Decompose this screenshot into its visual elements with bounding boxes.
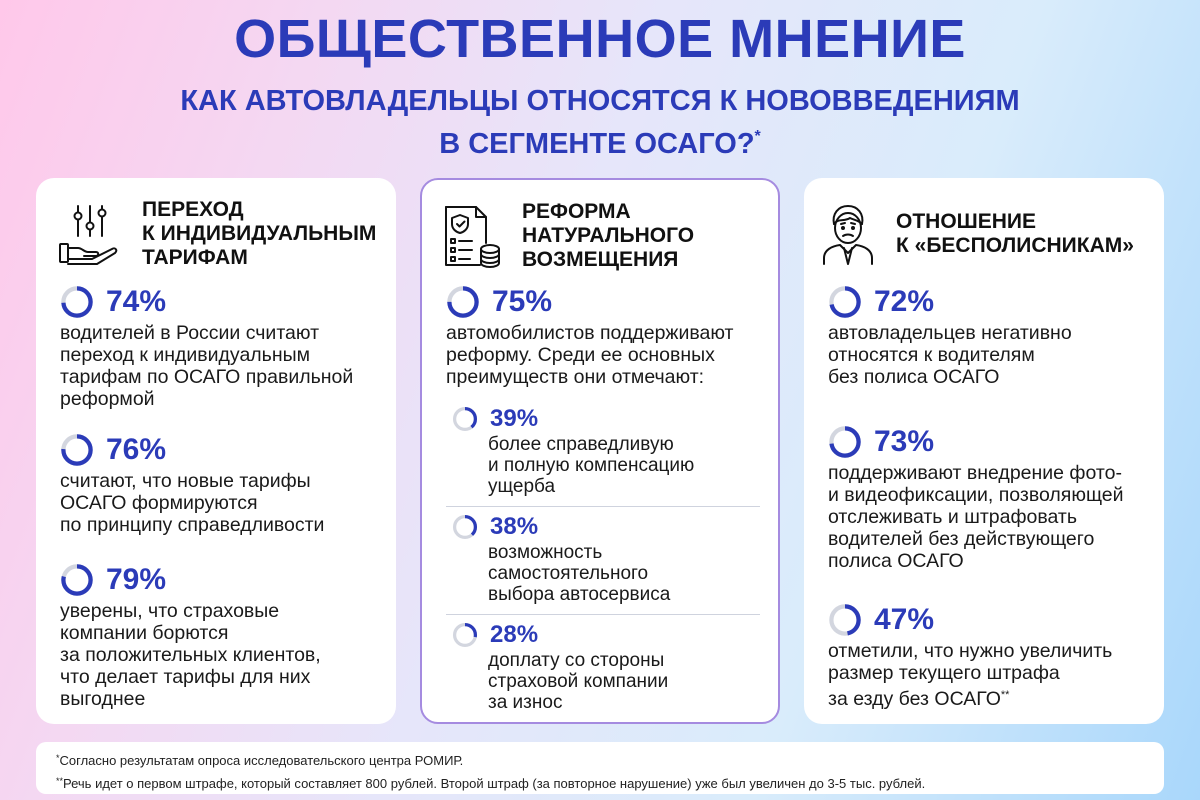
stat-block	[60, 284, 390, 410]
stat-block	[828, 602, 1158, 710]
divider	[446, 506, 760, 507]
card-heading-line: ОТНОШЕНИЕ	[896, 210, 1037, 233]
stat-percent: 75%	[492, 285, 553, 318]
footnotes	[36, 742, 1164, 794]
substat-block	[452, 404, 752, 497]
stat-block	[828, 284, 1158, 388]
stat-percent: 79%	[106, 563, 167, 596]
card-heading-line: К «БЕСПОЛИСНИКАМ»	[896, 234, 1134, 257]
stat-block	[60, 432, 390, 536]
stat-percent: 73%	[874, 425, 935, 458]
stat-block	[828, 424, 1158, 572]
stat-description: отметили, что нужно увеличить размер текущего штрафа за езду без ОСАГО**	[828, 640, 1113, 710]
subtitle-footnote-mark: *	[754, 128, 761, 145]
progress-ring	[452, 514, 478, 540]
progress-ring	[452, 622, 478, 648]
card-heading-line: ТАРИФАМ	[142, 246, 248, 269]
card-individual-tariffs	[36, 178, 396, 724]
worried-person-icon	[822, 202, 874, 266]
card-header	[56, 196, 376, 272]
substat-block	[452, 620, 752, 713]
stat-percent: 47%	[874, 603, 935, 636]
stat-description: поддерживают внедрение фото- и видеофиксации, позволяющей отслеживать и штрафовать водителей без действующего полиса ОСАГО	[828, 462, 1124, 572]
stat-percent: 74%	[106, 285, 167, 318]
progress-ring	[828, 603, 862, 637]
card-header	[440, 198, 694, 274]
stat-description: уверены, что страховые компании борются за положительных клиентов, что делает тарифы для них выгоднее	[60, 600, 321, 710]
card-uninsured-drivers	[804, 178, 1164, 724]
page-subtitle	[0, 84, 1200, 162]
stat-percent: 76%	[106, 433, 167, 466]
substat-description: возможность самостоятельного выбора автосервиса	[488, 542, 671, 605]
card-header	[822, 196, 1134, 272]
progress-ring	[60, 285, 94, 319]
progress-ring	[828, 285, 862, 319]
substat-percent: 39%	[490, 405, 539, 432]
progress-ring	[60, 433, 94, 467]
substat-description: доплату со стороны страховой компании за износ	[488, 650, 669, 713]
substat-description: более справедливую и полную компенсацию ущерба	[488, 434, 695, 497]
stat-block	[60, 562, 390, 710]
stat-description: автовладельцев негативно относятся к водителям без полиса ОСАГО	[828, 322, 1072, 388]
subtitle-line-2: В СЕГМЕНТЕ ОСАГО?*	[439, 128, 761, 160]
card-heading-line: ПЕРЕХОД	[142, 198, 244, 221]
footnote-mark: **	[1000, 689, 1010, 701]
card-heading-line: ВОЗМЕЩЕНИЯ	[522, 248, 679, 271]
progress-ring	[446, 285, 480, 319]
footnote-1: *Согласно результатам опроса исследовательского центра РОМИР.	[56, 753, 464, 768]
progress-ring	[452, 406, 478, 432]
document-coins-icon	[440, 203, 504, 269]
divider	[446, 614, 760, 615]
card-natural-compensation	[420, 178, 780, 724]
footnote-2: **Речь идет о первом штрафе, который составляет 800 рублей. Второй штраф (за повторное нарушение) уже был увеличен до 3-5 тыс. рублей.	[56, 776, 926, 791]
tariff-hand-icon	[56, 202, 120, 266]
substat-percent: 28%	[490, 621, 539, 648]
stat-description: водителей в России считают переход к индивидуальным тарифам по ОСАГО правильной реформой	[60, 322, 354, 410]
progress-ring	[828, 425, 862, 459]
stat-block	[446, 284, 776, 388]
card-heading-line: РЕФОРМА	[522, 200, 631, 223]
substat-block	[452, 512, 752, 605]
stat-description: автомобилистов поддерживают реформу. Среди ее основных преимуществ они отмечают:	[446, 322, 734, 388]
progress-ring	[60, 563, 94, 597]
stat-description: считают, что новые тарифы ОСАГО формируются по принципу справедливости	[60, 470, 325, 536]
stat-percent: 72%	[874, 285, 935, 318]
page-title: ОБЩЕСТВЕННОЕ МНЕНИЕ	[234, 9, 966, 69]
substat-percent: 38%	[490, 513, 539, 540]
card-heading-line: НАТУРАЛЬНОГО	[522, 224, 695, 247]
card-heading-line: К ИНДИВИДУАЛЬНЫМ	[142, 222, 377, 245]
subtitle-line-1: КАК АВТОВЛАДЕЛЬЦЫ ОТНОСЯТСЯ К НОВОВВЕДЕНИЯМ	[180, 85, 1020, 117]
